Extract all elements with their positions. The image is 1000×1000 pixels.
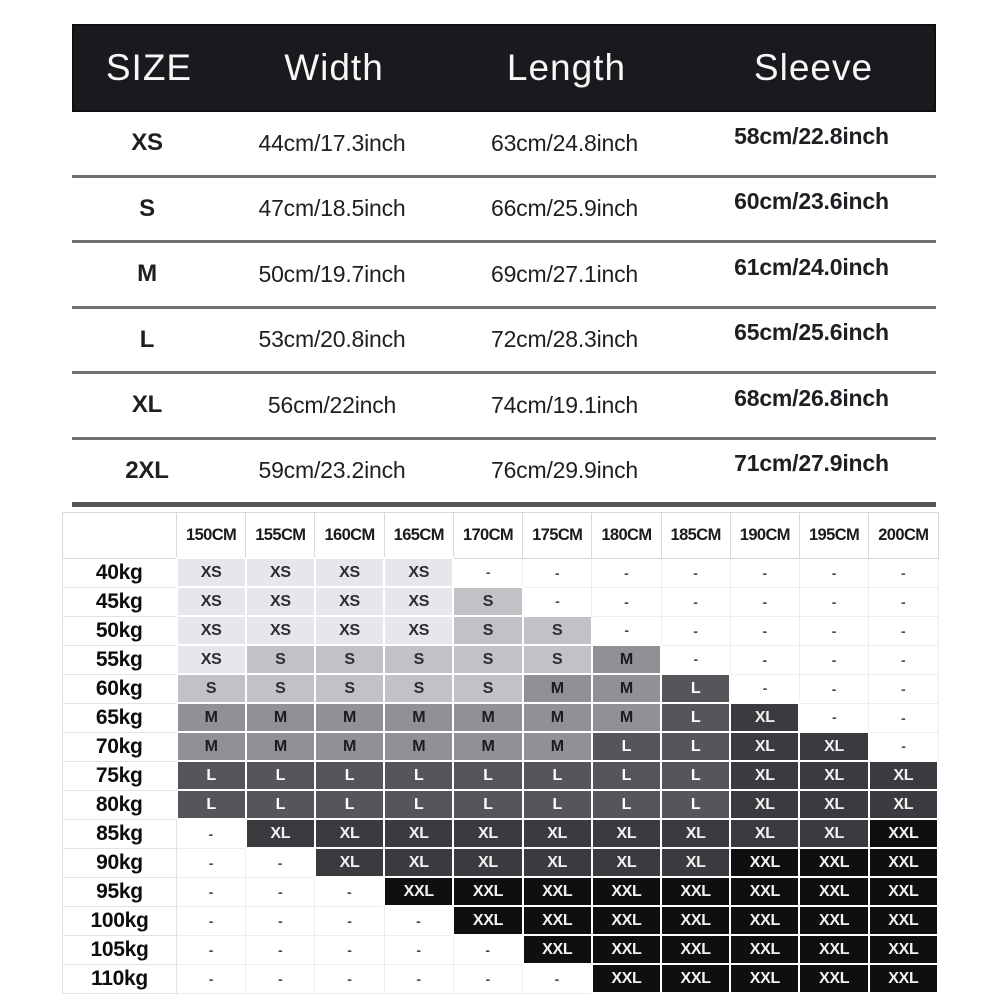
size-recommendation-cell: L <box>592 732 661 761</box>
size-recommendation-cell: XXL <box>523 877 592 906</box>
size-recommendation-cell: L <box>523 761 592 790</box>
sleeve-cell: 68cm/26.8inch <box>734 384 889 411</box>
size-recommendation-cell: XS <box>384 616 453 645</box>
size-recommendation-cell: XL <box>384 848 453 877</box>
size-recommendation-cell: XL <box>799 790 868 819</box>
size-recommendation-cell: XXL <box>730 964 799 993</box>
matrix-row <box>63 732 939 761</box>
width-cell: 44cm/17.3inch <box>258 129 406 156</box>
empty-cell: - <box>177 819 246 848</box>
size-recommendation-cell: L <box>592 761 661 790</box>
size-recommendation-cell: S <box>384 645 453 674</box>
size-row <box>72 309 936 375</box>
size-recommendation-cell: L <box>661 761 730 790</box>
weight-row-label: 75kg <box>63 761 177 790</box>
width-cell: 47cm/18.5inch <box>258 195 406 222</box>
size-row <box>72 178 936 244</box>
matrix-row <box>63 877 939 906</box>
size-recommendation-cell: M <box>523 703 592 732</box>
height-col-header: 200CM <box>869 513 938 559</box>
size-recommendation-cell: XL <box>730 790 799 819</box>
size-cell: S <box>139 194 155 222</box>
size-recommendation-cell: L <box>523 790 592 819</box>
matrix-row <box>63 906 939 935</box>
size-recommendation-cell: M <box>384 703 453 732</box>
matrix-row <box>63 587 939 616</box>
weight-row-label: 90kg <box>63 848 177 877</box>
size-recommendation-cell: L <box>246 790 315 819</box>
empty-cell: - <box>799 674 868 703</box>
length-cell: 69cm/27.1inch <box>491 260 638 287</box>
size-recommendation-cell: L <box>315 790 384 819</box>
size-col-header: SIZE <box>105 47 193 88</box>
size-recommendation-cell: XXL <box>730 935 799 964</box>
size-recommendation-cell: XXL <box>453 906 522 935</box>
weight-row-label: 110kg <box>63 964 177 993</box>
size-recommendation-cell: XXL <box>523 935 592 964</box>
matrix-row <box>63 703 939 732</box>
size-recommendation-cell: XXL <box>592 877 661 906</box>
size-recommendation-cell: XS <box>177 558 246 587</box>
size-recommendation-cell: XL <box>730 703 799 732</box>
size-recommendation-cell: XXL <box>592 906 661 935</box>
empty-cell: - <box>730 645 799 674</box>
empty-cell: - <box>661 616 730 645</box>
size-recommendation-cell: XXL <box>661 906 730 935</box>
matrix-row <box>63 790 939 819</box>
empty-cell: - <box>177 906 246 935</box>
empty-cell: - <box>730 674 799 703</box>
length-cell: 74cm/19.1inch <box>491 391 638 418</box>
empty-cell: - <box>869 732 938 761</box>
size-row <box>72 374 936 440</box>
width-cell: 50cm/19.7inch <box>258 260 406 287</box>
size-recommendation-cell: XXL <box>730 848 799 877</box>
size-recommendation-cell: L <box>315 761 384 790</box>
weight-row-label: 105kg <box>63 935 177 964</box>
weight-row-label: 60kg <box>63 674 177 703</box>
height-col-header: 185CM <box>661 513 730 559</box>
size-recommendation-cell: XL <box>799 761 868 790</box>
empty-cell: - <box>730 587 799 616</box>
matrix-row <box>63 935 939 964</box>
empty-cell: - <box>523 587 592 616</box>
size-recommendation-cell: XS <box>177 645 246 674</box>
size-recommendation-cell: M <box>384 732 453 761</box>
size-recommendation-cell: XXL <box>592 964 661 993</box>
size-recommendation-cell: XS <box>315 616 384 645</box>
size-recommendation-cell: L <box>661 674 730 703</box>
empty-cell: - <box>453 558 522 587</box>
empty-cell: - <box>730 616 799 645</box>
size-recommendation-cell: XS <box>384 587 453 616</box>
empty-cell: - <box>453 964 522 993</box>
size-recommendation-cell: XL <box>523 819 592 848</box>
sleeve-col-header: Sleeve <box>753 47 874 88</box>
size-recommendation-cell: XS <box>315 558 384 587</box>
size-recommendation-cell: S <box>384 674 453 703</box>
size-recommendation-cell: XXL <box>799 848 868 877</box>
size-recommendation-cell: XL <box>730 761 799 790</box>
size-recommendation-cell: XL <box>661 819 730 848</box>
width-cell: 59cm/23.2inch <box>258 457 406 484</box>
size-recommendation-cell: L <box>592 790 661 819</box>
empty-cell: - <box>246 906 315 935</box>
size-recommendation-cell: S <box>453 645 522 674</box>
size-cell: 2XL <box>125 456 169 484</box>
size-row <box>72 440 936 508</box>
size-recommendation-cell: L <box>453 761 522 790</box>
size-recommendation-cell: S <box>453 616 522 645</box>
empty-cell: - <box>799 645 868 674</box>
size-cell: M <box>137 260 157 288</box>
empty-cell: - <box>177 877 246 906</box>
size-recommendation-cell: XXL <box>869 877 938 906</box>
size-recommendation-cell: XXL <box>869 935 938 964</box>
matrix-corner-cell <box>63 513 177 559</box>
length-cell: 66cm/25.9inch <box>491 195 638 222</box>
empty-cell: - <box>315 935 384 964</box>
empty-cell: - <box>869 616 938 645</box>
size-recommendation-cell: XXL <box>453 877 522 906</box>
size-recommendation-cell: S <box>523 645 592 674</box>
size-cell: L <box>139 325 155 353</box>
size-recommendation-cell: S <box>523 616 592 645</box>
size-recommendation-cell: M <box>246 732 315 761</box>
empty-cell: - <box>453 935 522 964</box>
size-table-header <box>72 24 936 112</box>
empty-cell: - <box>523 558 592 587</box>
size-recommendation-cell: M <box>453 732 522 761</box>
size-recommendation-cell: XL <box>315 848 384 877</box>
empty-cell: - <box>869 558 938 587</box>
height-col-header: 190CM <box>730 513 799 559</box>
size-recommendation-cell: XL <box>869 790 938 819</box>
size-recommendation-cell: M <box>592 703 661 732</box>
empty-cell: - <box>592 587 661 616</box>
size-recommendation-cell: XS <box>384 558 453 587</box>
empty-cell: - <box>592 558 661 587</box>
size-recommendation-cell: XXL <box>869 848 938 877</box>
matrix-row <box>63 558 939 587</box>
size-recommendation-cell: XS <box>246 558 315 587</box>
size-recommendation-cell: XXL <box>869 819 938 848</box>
sleeve-cell: 71cm/27.9inch <box>734 450 889 477</box>
empty-cell: - <box>177 848 246 877</box>
weight-row-label: 85kg <box>63 819 177 848</box>
sleeve-cell: 58cm/22.8inch <box>734 122 889 149</box>
matrix-row <box>63 848 939 877</box>
size-recommendation-cell: XS <box>177 616 246 645</box>
weight-row-label: 95kg <box>63 877 177 906</box>
empty-cell: - <box>315 964 384 993</box>
size-recommendation-cell: M <box>177 732 246 761</box>
size-recommendation-cell: XL <box>592 848 661 877</box>
size-recommendation-cell: XXL <box>661 935 730 964</box>
size-recommendation-cell: XXL <box>384 877 453 906</box>
size-recommendation-cell: XL <box>799 819 868 848</box>
weight-row-label: 55kg <box>63 645 177 674</box>
weight-row-label: 70kg <box>63 732 177 761</box>
size-cell: XL <box>131 391 163 419</box>
size-recommendation-cell: XXL <box>869 964 938 993</box>
height-col-header: 160CM <box>315 513 384 559</box>
empty-cell: - <box>869 674 938 703</box>
size-recommendation-cell: S <box>246 674 315 703</box>
height-col-header: 170CM <box>453 513 522 559</box>
height-col-header: 175CM <box>523 513 592 559</box>
weight-row-label: 45kg <box>63 587 177 616</box>
garment-size-table <box>72 24 936 507</box>
size-recommendation-cell: M <box>453 703 522 732</box>
empty-cell: - <box>799 558 868 587</box>
weight-row-label: 50kg <box>63 616 177 645</box>
size-recommendation-cell: M <box>177 703 246 732</box>
size-recommendation-cell: XL <box>523 848 592 877</box>
size-recommendation-cell: XXL <box>799 935 868 964</box>
size-cell: XS <box>131 129 163 157</box>
size-recommendation-cell: XXL <box>799 877 868 906</box>
empty-cell: - <box>384 935 453 964</box>
size-recommendation-cell: S <box>453 674 522 703</box>
empty-cell: - <box>246 848 315 877</box>
size-recommendation-cell: XXL <box>869 906 938 935</box>
size-recommendation-cell: XS <box>177 587 246 616</box>
size-recommendation-cell: XL <box>799 732 868 761</box>
size-recommendation-cell: XXL <box>523 906 592 935</box>
size-recommendation-cell: L <box>453 790 522 819</box>
size-recommendation-cell: M <box>592 645 661 674</box>
matrix-row <box>63 645 939 674</box>
size-recommendation-cell: S <box>315 645 384 674</box>
empty-cell: - <box>177 964 246 993</box>
empty-cell: - <box>246 964 315 993</box>
empty-cell: - <box>661 587 730 616</box>
matrix-row <box>63 616 939 645</box>
empty-cell: - <box>661 558 730 587</box>
length-cell: 63cm/24.8inch <box>491 129 638 156</box>
size-recommendation-cell: XXL <box>661 964 730 993</box>
weight-row-label: 65kg <box>63 703 177 732</box>
size-recommendation-cell: M <box>315 703 384 732</box>
matrix-row <box>63 964 939 993</box>
matrix-row <box>63 674 939 703</box>
size-recommendation-cell: L <box>384 761 453 790</box>
empty-cell: - <box>384 964 453 993</box>
empty-cell: - <box>869 645 938 674</box>
size-recommendation-cell: S <box>453 587 522 616</box>
size-recommendation-cell: XL <box>869 761 938 790</box>
size-recommendation-cell: M <box>523 674 592 703</box>
size-recommendation-cell: M <box>246 703 315 732</box>
size-recommendation-cell: XXL <box>730 906 799 935</box>
empty-cell: - <box>799 587 868 616</box>
height-col-header: 165CM <box>384 513 453 559</box>
size-matrix-table <box>62 512 939 994</box>
empty-cell: - <box>315 906 384 935</box>
size-recommendation-cell: S <box>315 674 384 703</box>
size-row <box>72 112 936 178</box>
size-recommendation-cell: XL <box>592 819 661 848</box>
width-col-header: Width <box>284 47 384 88</box>
weight-row-label: 40kg <box>63 558 177 587</box>
size-recommendation-cell: M <box>315 732 384 761</box>
matrix-row <box>63 819 939 848</box>
size-recommendation-cell: S <box>246 645 315 674</box>
size-recommendation-cell: L <box>384 790 453 819</box>
size-recommendation-cell: XXL <box>661 877 730 906</box>
empty-cell: - <box>661 645 730 674</box>
size-recommendation-cell: M <box>523 732 592 761</box>
width-cell: 56cm/22inch <box>267 391 397 418</box>
length-cell: 72cm/28.3inch <box>491 326 638 353</box>
sleeve-cell: 61cm/24.0inch <box>734 253 889 280</box>
size-recommendation-cell: S <box>177 674 246 703</box>
size-recommendation-cell: XXL <box>799 964 868 993</box>
size-recommendation-cell: L <box>177 761 246 790</box>
width-cell: 53cm/20.8inch <box>258 326 406 353</box>
height-col-header: 195CM <box>799 513 868 559</box>
empty-cell: - <box>592 616 661 645</box>
size-recommendation-cell: L <box>177 790 246 819</box>
size-recommendation-cell: XXL <box>592 935 661 964</box>
size-recommendation-cell: M <box>592 674 661 703</box>
empty-cell: - <box>869 587 938 616</box>
height-col-header: 150CM <box>177 513 246 559</box>
sleeve-cell: 60cm/23.6inch <box>734 188 889 215</box>
size-recommendation-cell: XS <box>246 616 315 645</box>
length-col-header: Length <box>506 47 627 88</box>
height-col-header: 180CM <box>592 513 661 559</box>
size-recommendation-cell: XS <box>246 587 315 616</box>
size-recommendation-cell: XL <box>246 819 315 848</box>
size-recommendation-cell: XL <box>661 848 730 877</box>
empty-cell: - <box>315 877 384 906</box>
sleeve-cell: 65cm/25.6inch <box>734 319 889 346</box>
size-recommendation-cell: L <box>661 703 730 732</box>
empty-cell: - <box>869 703 938 732</box>
empty-cell: - <box>246 877 315 906</box>
empty-cell: - <box>799 703 868 732</box>
size-table-body <box>72 112 936 507</box>
size-recommendation-cell: XL <box>453 819 522 848</box>
empty-cell: - <box>799 616 868 645</box>
size-recommendation-cell: XL <box>315 819 384 848</box>
size-recommendation-cell: XXL <box>730 877 799 906</box>
size-row <box>72 243 936 309</box>
length-cell: 76cm/29.9inch <box>491 457 638 484</box>
height-weight-size-matrix <box>62 512 939 994</box>
weight-row-label: 80kg <box>63 790 177 819</box>
size-recommendation-cell: XL <box>453 848 522 877</box>
size-recommendation-cell: XL <box>730 732 799 761</box>
empty-cell: - <box>523 964 592 993</box>
matrix-row <box>63 761 939 790</box>
weight-row-label: 100kg <box>63 906 177 935</box>
size-recommendation-cell: L <box>661 790 730 819</box>
height-col-header: 155CM <box>246 513 315 559</box>
empty-cell: - <box>246 935 315 964</box>
size-recommendation-cell: L <box>661 732 730 761</box>
empty-cell: - <box>177 935 246 964</box>
empty-cell: - <box>384 906 453 935</box>
size-recommendation-cell: XXL <box>799 906 868 935</box>
empty-cell: - <box>730 558 799 587</box>
size-recommendation-cell: XS <box>315 587 384 616</box>
size-recommendation-cell: L <box>246 761 315 790</box>
size-recommendation-cell: XL <box>384 819 453 848</box>
size-recommendation-cell: XL <box>730 819 799 848</box>
